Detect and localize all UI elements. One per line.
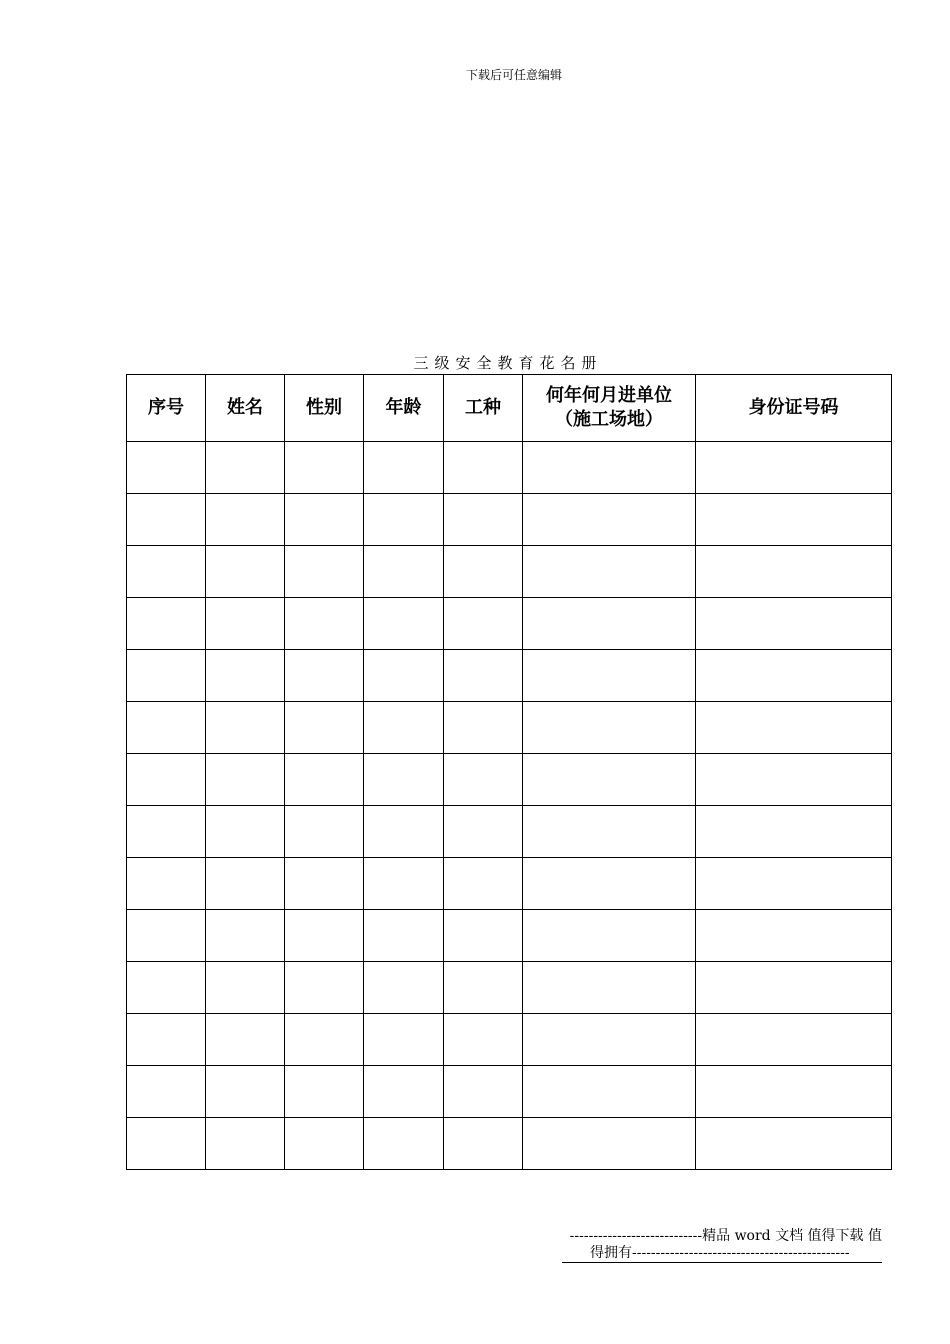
table-cell-trade[interactable] — [444, 494, 523, 546]
table-cell-id[interactable] — [696, 598, 892, 650]
table-cell-seq[interactable] — [127, 1014, 206, 1066]
table-cell-entry[interactable] — [523, 806, 696, 858]
table-cell-id[interactable] — [696, 754, 892, 806]
table-header-row — [127, 375, 892, 442]
table-row — [127, 962, 892, 1014]
table-cell-seq[interactable] — [127, 962, 206, 1014]
table-cell-seq[interactable] — [127, 806, 206, 858]
table-cell-seq[interactable] — [127, 1118, 206, 1170]
table-cell-name[interactable] — [206, 1014, 285, 1066]
table-row — [127, 494, 892, 546]
header-age: 年龄 — [364, 375, 444, 442]
table-cell-trade[interactable] — [444, 910, 523, 962]
table-cell-id[interactable] — [696, 494, 892, 546]
table-cell-name[interactable] — [206, 1066, 285, 1118]
table-cell-name[interactable] — [206, 754, 285, 806]
table-cell-seq[interactable] — [127, 598, 206, 650]
table-row — [127, 910, 892, 962]
table-row — [127, 702, 892, 754]
table-row — [127, 858, 892, 910]
table-cell-id[interactable] — [696, 1066, 892, 1118]
table-cell-gender[interactable] — [285, 962, 364, 1014]
table-cell-entry[interactable] — [523, 494, 696, 546]
header-seq: 序号 — [127, 375, 206, 442]
table-cell-gender[interactable] — [285, 1066, 364, 1118]
table-cell-name[interactable] — [206, 910, 285, 962]
table-cell-gender[interactable] — [285, 806, 364, 858]
table-cell-entry[interactable] — [523, 442, 696, 494]
table-cell-seq[interactable] — [127, 442, 206, 494]
table-cell-age[interactable] — [364, 962, 444, 1014]
table-row — [127, 806, 892, 858]
table-cell-entry[interactable] — [523, 598, 696, 650]
header-note: 下载后可任意编辑 — [465, 68, 562, 82]
table-cell-gender[interactable] — [285, 546, 364, 598]
table-body — [127, 442, 892, 1170]
table-cell-trade[interactable] — [444, 1118, 523, 1170]
header-entry-date — [523, 375, 696, 442]
table-cell-trade[interactable] — [444, 702, 523, 754]
table-row — [127, 1066, 892, 1118]
table-cell-entry[interactable] — [523, 858, 696, 910]
footer-note — [562, 1228, 882, 1262]
table-cell-trade[interactable] — [444, 1066, 523, 1118]
table-cell-id[interactable] — [696, 806, 892, 858]
header-id-number: 身份证号码 — [696, 375, 892, 442]
table-cell-id[interactable] — [696, 962, 892, 1014]
table-cell-trade[interactable] — [444, 754, 523, 806]
table-cell-name[interactable] — [206, 650, 285, 702]
table-cell-gender[interactable] — [285, 650, 364, 702]
table-row — [127, 650, 892, 702]
table-cell-age[interactable] — [364, 598, 444, 650]
header-entry-line2: （施工场地） — [555, 409, 663, 430]
table-cell-name[interactable] — [206, 702, 285, 754]
table-cell-seq[interactable] — [127, 858, 206, 910]
table-cell-trade[interactable] — [444, 962, 523, 1014]
table-cell-entry[interactable] — [523, 702, 696, 754]
table-cell-id[interactable] — [696, 442, 892, 494]
table-cell-entry[interactable] — [523, 910, 696, 962]
table-cell-gender[interactable] — [285, 1118, 364, 1170]
table-cell-age[interactable] — [364, 1014, 444, 1066]
footer-line-2: 得拥有---------------------------------------------- — [590, 1245, 850, 1261]
table-cell-seq[interactable] — [127, 494, 206, 546]
table-cell-age[interactable] — [364, 546, 444, 598]
table-cell-entry[interactable] — [523, 546, 696, 598]
table-cell-entry[interactable] — [523, 650, 696, 702]
table-row — [127, 1014, 892, 1066]
table-row — [127, 598, 892, 650]
table-cell-gender[interactable] — [285, 598, 364, 650]
header-entry-line1: 何年何月进单位 — [546, 385, 672, 406]
table-cell-gender[interactable] — [285, 702, 364, 754]
table-cell-name[interactable] — [206, 1118, 285, 1170]
table-cell-gender[interactable] — [285, 858, 364, 910]
table-cell-gender[interactable] — [285, 442, 364, 494]
table-cell-trade[interactable] — [444, 806, 523, 858]
table-cell-gender[interactable] — [285, 910, 364, 962]
table-cell-name[interactable] — [206, 858, 285, 910]
header-gender: 性别 — [285, 375, 364, 442]
table-cell-name[interactable] — [206, 962, 285, 1014]
table-cell-id[interactable] — [696, 650, 892, 702]
table-cell-age[interactable] — [364, 702, 444, 754]
table-cell-age[interactable] — [364, 858, 444, 910]
table-cell-name[interactable] — [206, 442, 285, 494]
table-cell-entry[interactable] — [523, 1118, 696, 1170]
table-cell-gender[interactable] — [285, 494, 364, 546]
table-cell-seq[interactable] — [127, 1066, 206, 1118]
footer-rule — [562, 1262, 882, 1263]
table-cell-name[interactable] — [206, 546, 285, 598]
table-cell-trade[interactable] — [444, 858, 523, 910]
table-cell-gender[interactable] — [285, 754, 364, 806]
table-cell-seq[interactable] — [127, 702, 206, 754]
table-cell-age[interactable] — [364, 442, 444, 494]
table-cell-name[interactable] — [206, 494, 285, 546]
table-cell-trade[interactable] — [444, 1014, 523, 1066]
table-cell-age[interactable] — [364, 650, 444, 702]
table-cell-trade[interactable] — [444, 598, 523, 650]
table-row — [127, 442, 892, 494]
table-cell-entry[interactable] — [523, 1014, 696, 1066]
table-cell-name[interactable] — [206, 598, 285, 650]
header-name: 姓名 — [206, 375, 285, 442]
table-cell-age[interactable] — [364, 1118, 444, 1170]
footer-line-1: ----------------------------精品 word 文档 值得下载 值 — [569, 1228, 882, 1244]
table-cell-entry[interactable] — [523, 754, 696, 806]
table-cell-seq[interactable] — [127, 650, 206, 702]
table-row — [127, 546, 892, 598]
table-cell-id[interactable] — [696, 910, 892, 962]
table-row — [127, 1118, 892, 1170]
table-cell-age[interactable] — [364, 494, 444, 546]
table-cell-trade[interactable] — [444, 442, 523, 494]
header-trade: 工种 — [444, 375, 523, 442]
table-cell-gender[interactable] — [285, 1014, 364, 1066]
table-cell-trade[interactable] — [444, 546, 523, 598]
table-cell-trade[interactable] — [444, 650, 523, 702]
table-cell-age[interactable] — [364, 806, 444, 858]
table-cell-age[interactable] — [364, 1066, 444, 1118]
table-cell-seq[interactable] — [127, 910, 206, 962]
table-cell-name[interactable] — [206, 806, 285, 858]
table-cell-id[interactable] — [696, 858, 892, 910]
table-cell-id[interactable] — [696, 1118, 892, 1170]
document-title: 三级安全教育花名册 — [413, 354, 603, 372]
table-cell-id[interactable] — [696, 1014, 892, 1066]
table-cell-age[interactable] — [364, 910, 444, 962]
table-cell-age[interactable] — [364, 754, 444, 806]
table-row — [127, 754, 892, 806]
table-cell-seq[interactable] — [127, 754, 206, 806]
roster-table — [126, 374, 892, 1170]
table-cell-seq[interactable] — [127, 546, 206, 598]
table-cell-entry[interactable] — [523, 1066, 696, 1118]
table-cell-id[interactable] — [696, 546, 892, 598]
table-cell-id[interactable] — [696, 702, 892, 754]
table-cell-entry[interactable] — [523, 962, 696, 1014]
